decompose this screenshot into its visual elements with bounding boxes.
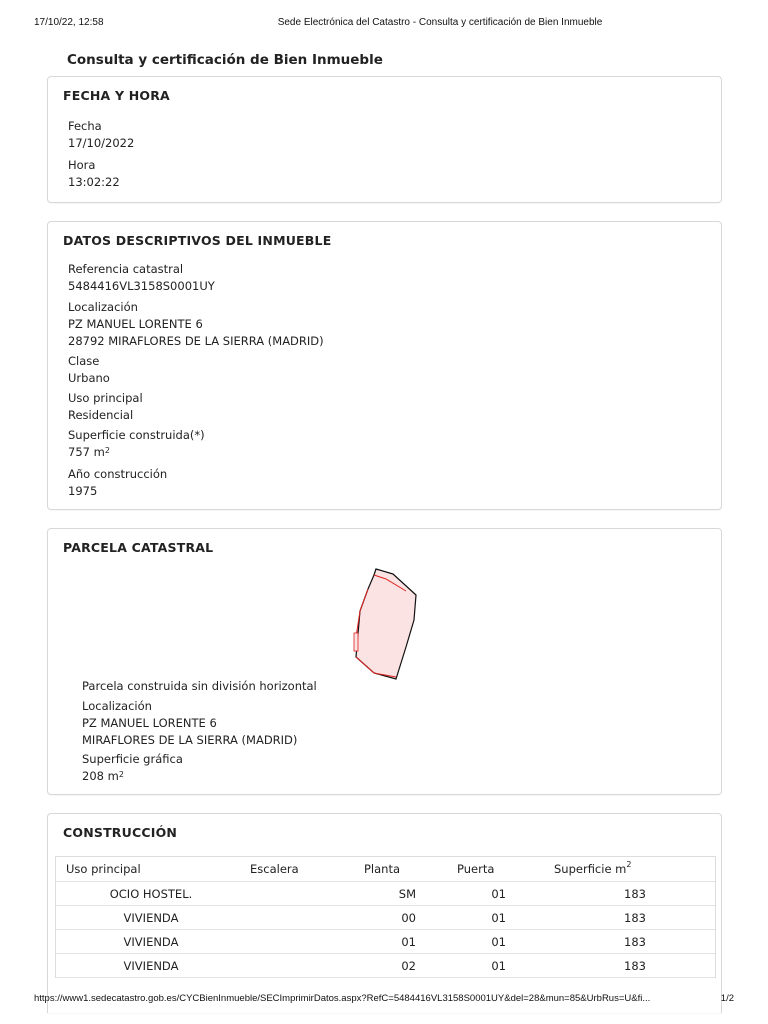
header-puerta: Puerta (457, 862, 495, 876)
print-header (0, 17, 768, 31)
construccion-table (55, 856, 716, 978)
header-uso-principal: Uso principal (66, 862, 141, 876)
clase-label: Clase (68, 354, 100, 368)
uso-principal-value: Residencial (68, 408, 134, 422)
row-puerta: 01 (491, 935, 506, 949)
row-planta: SM (398, 887, 416, 901)
print-page-number: 1/2 (720, 993, 734, 1004)
print-url: https://www1.sedecatastro.gob.es/CYCBienInmueble/SECImprimirDatos.aspx?RefC=5484416VL3158S0001UY&del=28&mun=85&UrbRus=U&fi... (34, 993, 651, 1004)
parcela-catastral-title: PARCELA CATASTRAL (63, 540, 214, 555)
clase-value: Urbano (68, 371, 110, 385)
print-page-title: Sede Electrónica del Catastro - Consulta y certificación de Bien Inmueble (277, 17, 603, 28)
parcel-shape (356, 569, 416, 679)
print-footer (0, 993, 768, 1007)
fecha-label: Fecha (68, 119, 102, 133)
parcela-catastral-card (47, 528, 722, 795)
print-datetime: 17/10/22, 12:58 (34, 17, 104, 28)
localizacion-label: Localización (68, 300, 138, 314)
row-uso: VIVIENDA (123, 935, 179, 949)
superficie-grafica-number: 208 m (82, 769, 119, 783)
superficie-grafica-exponent: 2 (118, 770, 124, 779)
datos-descriptivos-title: DATOS DESCRIPTIVOS DEL INMUEBLE (63, 233, 332, 248)
hora-label: Hora (68, 158, 96, 172)
hora-field (68, 157, 120, 191)
datos-descriptivos-card (47, 221, 722, 510)
row-planta: 00 (401, 911, 416, 925)
localizacion-line2: 28792 MIRAFLORES DE LA SIERRA (MADRID) (68, 334, 324, 348)
parcel-map-image (348, 565, 428, 685)
row-puerta: 01 (491, 887, 506, 901)
superficie-construida-value (68, 444, 205, 461)
row-uso: VIVIENDA (123, 959, 179, 973)
superficie-construida-field (68, 427, 205, 461)
header-planta: Planta (364, 862, 401, 876)
superficie-construida-number: 757 m (68, 445, 105, 459)
row-planta: 02 (401, 959, 416, 973)
row-superficie: 183 (624, 911, 646, 925)
clase-field (68, 353, 110, 387)
superficie-grafica-label: Superficie gráfica (82, 752, 183, 766)
table-row (56, 954, 715, 978)
header-escalera: Escalera (250, 862, 299, 876)
parcel-annex (354, 633, 358, 651)
table-header-row (56, 857, 715, 882)
header-superficie (554, 862, 631, 876)
row-superficie: 183 (624, 959, 646, 973)
row-uso: OCIO HOSTEL. (109, 887, 193, 901)
anio-construccion-label: Año construcción (68, 467, 168, 481)
referencia-value: 5484416VL3158S0001UY (68, 279, 215, 293)
header-superficie-text: Superficie m (554, 862, 627, 876)
table-row (56, 906, 715, 930)
fecha-value: 17/10/2022 (68, 136, 135, 150)
row-planta: 01 (401, 935, 416, 949)
parcela-localizacion-label: Localización (82, 699, 152, 713)
parcela-localizacion-line2: MIRAFLORES DE LA SIERRA (MADRID) (82, 733, 298, 747)
parcela-localizacion-field (82, 698, 297, 749)
hora-value: 13:02:22 (68, 175, 120, 189)
fecha-hora-card (47, 76, 722, 203)
row-superficie: 183 (624, 887, 646, 901)
page-title: Consulta y certificación de Bien Inmueble (67, 52, 383, 68)
superficie-grafica-value (82, 768, 183, 785)
referencia-label: Referencia catastral (68, 262, 184, 276)
construccion-title: CONSTRUCCIÓN (63, 825, 178, 840)
table-row (56, 882, 715, 906)
uso-principal-field (68, 390, 143, 424)
parcela-tipo-field (82, 678, 317, 695)
referencia-field (68, 261, 215, 295)
fecha-hora-title: FECHA Y HORA (63, 88, 170, 103)
superficie-construida-label: Superficie construida(*) (68, 428, 205, 442)
parcela-localizacion-line1: PZ MANUEL LORENTE 6 (82, 716, 217, 730)
uso-principal-label: Uso principal (68, 391, 143, 405)
row-uso: VIVIENDA (123, 911, 179, 925)
localizacion-line1: PZ MANUEL LORENTE 6 (68, 317, 203, 331)
row-puerta: 01 (491, 959, 506, 973)
table-row (56, 930, 715, 954)
anio-construccion-value: 1975 (68, 484, 98, 498)
parcela-tipo: Parcela construida sin división horizontal (82, 679, 317, 693)
superficie-grafica-field (82, 751, 183, 785)
row-superficie: 183 (624, 935, 646, 949)
fecha-field (68, 118, 134, 152)
localizacion-field (68, 299, 324, 350)
anio-construccion-field (68, 466, 167, 500)
construccion-card (47, 813, 722, 1013)
header-superficie-exponent: 2 (626, 860, 632, 869)
superficie-construida-exponent: 2 (104, 446, 110, 455)
row-puerta: 01 (491, 911, 506, 925)
